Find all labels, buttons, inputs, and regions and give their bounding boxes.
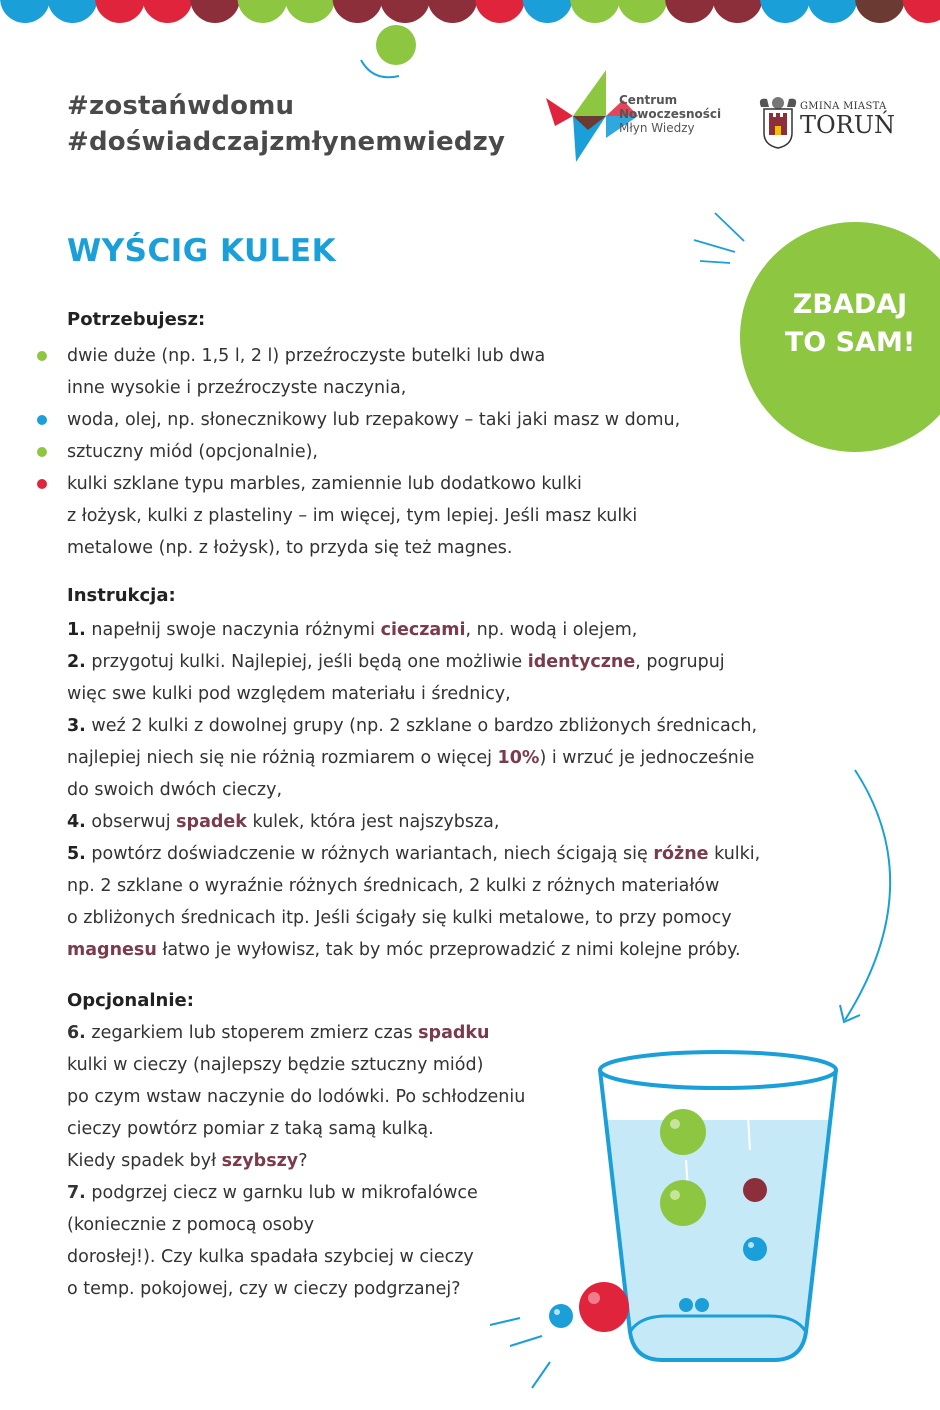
top-dot (570, 0, 620, 23)
step-6-cont: kulki w cieczy (najlepszy będzie sztuczny miód) (67, 1055, 484, 1075)
bullet-dot-icon (37, 479, 47, 489)
top-dot (95, 0, 145, 23)
page-title: WYŚCIG KULEK (67, 233, 337, 269)
top-dot (428, 0, 478, 23)
needs-item-line: sztuczny miód (opcjonalnie), (67, 442, 318, 462)
step-5-cont-2: o zbliżonych średnicach itp. Jeśli ścigały się kulki metalowe, to przy pomocy (67, 908, 732, 928)
top-dot-border (0, 0, 940, 30)
decorative-rays (680, 205, 760, 275)
step-4: 4. obserwuj spadek kulek, która jest najszybsza, (67, 812, 500, 832)
top-dot (713, 0, 763, 23)
needs-item-line: z łożysk, kulki z plasteliny – im więcej, tym lepiej. Jeśli masz kulki (67, 506, 638, 526)
needs-item-line: dwie duże (np. 1,5 l, 2 l) przeźroczyste butelki lub dwa (67, 346, 546, 366)
glass-illustration (480, 1040, 840, 1410)
step-3-cont: najlepiej niech się nie różnią rozmiarem o więcej 10%) i wrzuć je jednocześnie (67, 748, 755, 768)
hashtag-stay-home: #zostańwdomu (67, 91, 295, 121)
optional-heading: Opcjonalnie: (67, 990, 194, 1011)
needs-item-line: woda, olej, np. słonecznikowy lub rzepakowy – taki jaki masz w domu, (67, 410, 681, 430)
step-1: 1. napełnij swoje naczynia różnymi cieczami, np. wodą i olejem, (67, 620, 638, 640)
top-dot (190, 0, 240, 23)
needs-list (67, 340, 767, 564)
needs-item (67, 436, 767, 468)
bullet-dot-icon (37, 415, 47, 425)
logo-line-2: Nowoczesności (619, 107, 722, 121)
torun-line-2: TORUŃ (800, 111, 895, 139)
logo-line-3: Młyn Wiedzy (619, 121, 695, 135)
step-7-cont: (koniecznie z pomocą osoby (67, 1215, 315, 1235)
step-2: 2. przygotuj kulki. Najlepiej, jeśli będą one możliwie identyczne, pogrupuj (67, 652, 725, 672)
top-dot (238, 0, 288, 23)
step-5-cont-3: magnesu łatwo je wyłowisz, tak by móc przeprowadzić z nimi kolejne próby. (67, 940, 741, 960)
torun-coat-of-arms-icon (757, 93, 799, 149)
explore-badge-text (760, 286, 940, 362)
step-6-cont-3: cieczy powtórz pomiar z taką samą kulką. (67, 1119, 434, 1139)
hashtag-experiment: #doświadczajzmłynemwiedzy (67, 127, 506, 157)
needs-item (67, 404, 767, 436)
top-dot (665, 0, 715, 23)
needs-item (67, 468, 767, 564)
bullet-dot-icon (37, 447, 47, 457)
step-3: 3. weź 2 kulki z dowolnej grupy (np. 2 szklane o bardzo zbliżonych średnicach, (67, 716, 758, 736)
step-6-cont-4: Kiedy spadek był szybszy? (67, 1151, 308, 1171)
needs-item-line: inne wysokie i przeźroczyste naczynia, (67, 378, 407, 398)
top-dot (903, 0, 940, 23)
top-dot (475, 0, 525, 23)
needs-heading: Potrzebujesz: (67, 309, 206, 330)
top-dot (0, 0, 50, 23)
badge-line-2: TO SAM! (784, 327, 916, 358)
curved-arrow-icon (820, 765, 920, 1035)
logo-line-1: Centrum (619, 93, 678, 107)
top-dot (808, 0, 858, 23)
step-6: 6. zegarkiem lub stoperem zmierz czas spadku (67, 1023, 490, 1043)
decorative-green-dot (355, 20, 425, 85)
top-dot (618, 0, 668, 23)
step-6-cont-2: po czym wstaw naczynie do lodówki. Po schłodzeniu (67, 1087, 526, 1107)
step-3-cont-2: do swoich dwóch cieczy, (67, 780, 283, 800)
torun-line-1: GMINA MIASTA (800, 101, 887, 112)
instructions-list (67, 614, 827, 966)
centrum-logo-text (619, 93, 721, 135)
top-dot (760, 0, 810, 23)
step-2-cont: więc swe kulki pod względem materiału i średnicy, (67, 684, 511, 704)
top-dot (48, 0, 98, 23)
needs-item-line: kulki szklane typu marbles, zamiennie lub dodatkowo kulki (67, 474, 582, 494)
needs-item (67, 340, 767, 404)
instructions-heading: Instrukcja: (67, 585, 176, 606)
torun-logo-text (800, 101, 895, 138)
step-7-cont-3: o temp. pokojowej, czy w cieczy podgrzanej? (67, 1279, 461, 1299)
badge-line-1: ZBADAJ (792, 289, 908, 320)
step-7-cont-2: dorosłej!). Czy kulka spadała szybciej w cieczy (67, 1247, 474, 1267)
bullet-dot-icon (37, 351, 47, 361)
step-5-cont: np. 2 szklane o wyraźnie różnych średnicach, 2 kulki z różnych materiałów (67, 876, 720, 896)
top-dot (143, 0, 193, 23)
top-dot (523, 0, 573, 23)
hashtags (67, 88, 505, 160)
step-7: 7. podgrzej ciecz w garnku lub w mikrofalówce (67, 1183, 478, 1203)
step-5: 5. powtórz doświadczenie w różnych wariantach, niech ścigają się różne kulki, (67, 844, 761, 864)
needs-item-line: metalowe (np. z łożysk), to przyda się też magnes. (67, 538, 513, 558)
top-dot (855, 0, 905, 23)
top-dot (285, 0, 335, 23)
